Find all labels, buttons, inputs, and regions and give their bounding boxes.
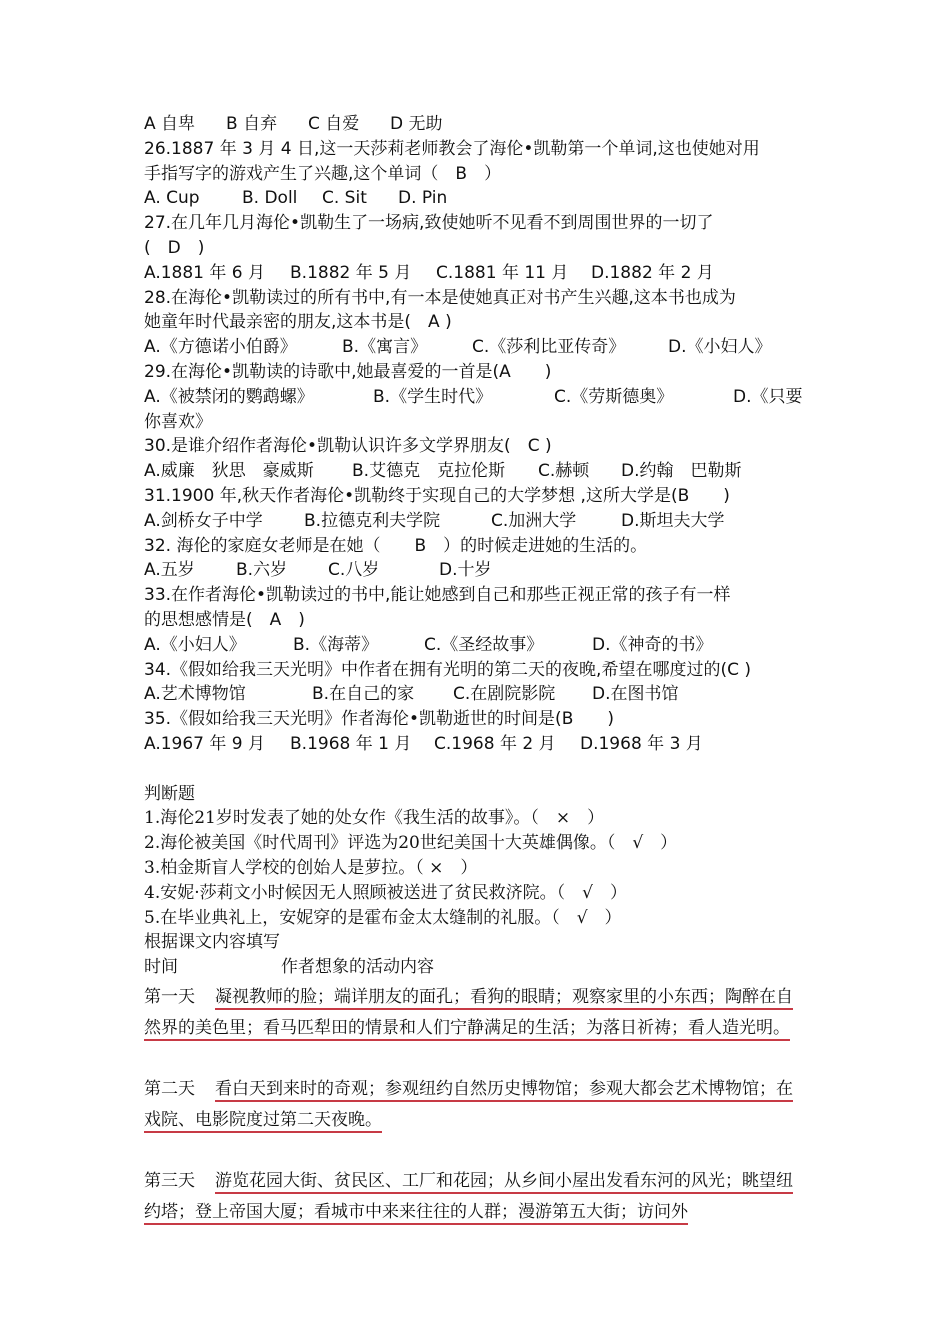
question-30 <box>144 434 808 484</box>
option: A.1967 年 9 月 <box>144 733 266 754</box>
option: A 自卑 <box>144 114 196 134</box>
day-label: 第二天 <box>144 1078 195 1099</box>
option: C.在剧院影院 <box>453 684 556 705</box>
option: B.六岁 <box>236 560 288 581</box>
judgement-item: 1.海伦21岁时发表了她的处女作《我生活的故事》。（ × ） <box>144 808 605 829</box>
option: C.1881 年 11 月 <box>436 262 569 283</box>
option: C.《圣经故事》 <box>424 634 544 655</box>
option: B.1968 年 1 月 <box>290 733 412 754</box>
option: C.《莎利比亚传奇》 <box>472 337 626 358</box>
answer-text: 凝视教师的脸；端详朋友的面孔；看狗的眼睛；观察家里的小东西；陶醉在自然界的美色里；看马匹犁田的情景和人们宁静满足的生活；为落日祈祷；看人造光明。 <box>144 987 793 1041</box>
option: D.十岁 <box>439 560 492 581</box>
option: B.在自己的家 <box>312 684 415 705</box>
question-27 <box>144 211 808 285</box>
judgement-item: 5.在毕业典礼上，安妮穿的是霍布金太太缝制的礼服。（ √ ） <box>144 907 622 928</box>
option: D.《只要 <box>733 386 803 407</box>
option: D.《神奇的书》 <box>592 634 713 655</box>
question-text: 26.1887 年 3 月 4 日,这一天莎莉老师教会了海伦•凯勒第一个单词,这也使她对用 <box>144 138 760 159</box>
column-header-activity: 作者想象的活动内容 <box>281 957 434 978</box>
question-options <box>144 633 808 658</box>
option: A. Cup <box>144 188 200 209</box>
spacer <box>144 1044 808 1074</box>
question-options <box>144 682 808 707</box>
question-33 <box>144 583 808 657</box>
question-text: 你喜欢》 <box>144 411 212 432</box>
option: C.《劳斯德奥》 <box>554 386 674 407</box>
option: C.1968 年 2 月 <box>434 733 556 754</box>
option: D.1882 年 2 月 <box>591 262 714 283</box>
judgement-item: 3.柏金斯盲人学校的创始人是萝拉。（ × ） <box>144 857 478 878</box>
answer-text: 游览花园大街、贫民区、工厂和花园；从乡间小屋出发看东河的风光；眺望纽约塔；登上帝国大厦；看城市中来来往往的人群；漫游第五大街；访问外 <box>144 1171 793 1225</box>
fill-section <box>144 930 808 1228</box>
spacer <box>144 1136 808 1166</box>
option: C.加洲大学 <box>491 510 577 531</box>
option: C.赫顿 <box>538 461 590 482</box>
question-text: 33.在作者海伦•凯勒读过的书中,能让她感到自己和那些正视正常的孩子有一样 <box>144 585 731 606</box>
judgement-item: 4.安妮·莎莉文小时候因无人照顾被送进了贫民救济院。（ √ ） <box>144 882 627 903</box>
fill-table-header <box>144 955 808 980</box>
question-options <box>144 261 808 286</box>
option: D.斯坦夫大学 <box>621 510 725 531</box>
question-options <box>144 558 808 583</box>
question-text: 29.在海伦•凯勒读的诗歌中,她最喜爱的一首是(A ) <box>144 361 552 382</box>
option: A.艺术博物馆 <box>144 684 246 705</box>
option: B. Doll <box>242 188 298 209</box>
document-body <box>144 112 808 1228</box>
option: D.《小妇人》 <box>668 337 772 358</box>
day-label: 第一天 <box>144 986 195 1007</box>
option: D.约翰 巴勒斯 <box>621 461 742 482</box>
judgement-section <box>144 782 808 931</box>
question-26 <box>144 137 808 211</box>
question-options <box>144 186 808 211</box>
question-35 <box>144 707 808 757</box>
question-text: 的思想感情是( A ) <box>144 609 305 630</box>
option: A.剑桥女子中学 <box>144 510 263 531</box>
option: A.《小妇人》 <box>144 634 246 655</box>
question-28 <box>144 286 808 360</box>
option: B.《学生时代》 <box>373 386 493 407</box>
question-29 <box>144 360 808 434</box>
fill-row-day-3 <box>144 1166 808 1228</box>
question-31 <box>144 484 808 534</box>
option: A.威廉 狄思 豪威斯 <box>144 461 314 482</box>
option: B.《寓言》 <box>342 337 428 358</box>
question-text: 34.《假如给我三天光明》中作者在拥有光明的第二天的夜晚,希望在哪度过的(C ) <box>144 659 751 680</box>
question-options <box>144 509 808 534</box>
option: D 无助 <box>390 114 443 134</box>
q25-options <box>144 112 808 137</box>
option: A.《被禁闭的鹦鹉螺》 <box>144 386 314 407</box>
option: B 自弃 <box>226 114 278 134</box>
option: B.拉德克利夫学院 <box>304 510 441 531</box>
option: D. Pin <box>398 188 448 209</box>
spacer <box>144 757 808 782</box>
option: D.1968 年 3 月 <box>580 733 703 754</box>
option: D.在图书馆 <box>592 684 679 705</box>
question-text: 27.在几年几月海伦•凯勒生了一场病,致使她听不见看不到周围世界的一切了 <box>144 213 714 234</box>
option: A.五岁 <box>144 560 195 581</box>
question-options <box>144 732 808 757</box>
question-options <box>144 385 808 410</box>
question-options <box>144 335 808 360</box>
section-heading: 根据课文内容填写 <box>144 932 280 953</box>
option: C.八岁 <box>328 560 380 581</box>
option: B.1882 年 5 月 <box>290 262 412 283</box>
question-text: 手指写字的游戏产生了兴趣,这个单词（ B ） <box>144 163 502 184</box>
fill-row-day-2 <box>144 1074 808 1136</box>
option: C. Sit <box>322 188 367 209</box>
option: A.1881 年 6 月 <box>144 262 266 283</box>
option: B.《海蒂》 <box>293 634 379 655</box>
question-options <box>144 459 808 484</box>
question-text: 32. 海伦的家庭女老师是在她（ B ）的时候走进她的生活的。 <box>144 535 648 556</box>
question-34 <box>144 658 808 708</box>
question-32 <box>144 534 808 584</box>
option: B.艾德克 克拉伦斯 <box>352 461 506 482</box>
answer-text: 看白天到来时的奇观；参观纽约自然历史博物馆；参观大都会艺术博物馆；在戏院、电影院度过第二天夜晚。 <box>144 1079 793 1133</box>
question-text: 28.在海伦•凯勒读过的所有书中,有一本是使她真正对书产生兴趣,这本书也成为 <box>144 287 736 308</box>
question-text: 35.《假如给我三天光明》作者海伦•凯勒逝世的时间是(B ) <box>144 709 614 730</box>
section-heading: 判断题 <box>144 783 195 804</box>
question-text: 31.1900 年,秋天作者海伦•凯勒终于实现自己的大学梦想 ,这所大学是(B ) <box>144 485 730 506</box>
question-text: ( D ) <box>144 237 205 258</box>
fill-row-day-1 <box>144 982 808 1044</box>
column-header-time: 时间 <box>144 957 178 978</box>
day-label: 第三天 <box>144 1170 195 1191</box>
option: A.《方德诺小伯爵》 <box>144 337 297 358</box>
option: C 自爱 <box>308 114 360 134</box>
judgement-item: 2.海伦被美国《时代周刊》评选为20世纪美国十大英雄偶像。（ √ ） <box>144 833 678 854</box>
question-text: 30.是谁介绍作者海伦•凯勒认识许多文学界朋友( C ) <box>144 436 552 457</box>
question-text: 她童年时代最亲密的朋友,这本书是( A ) <box>144 312 452 333</box>
